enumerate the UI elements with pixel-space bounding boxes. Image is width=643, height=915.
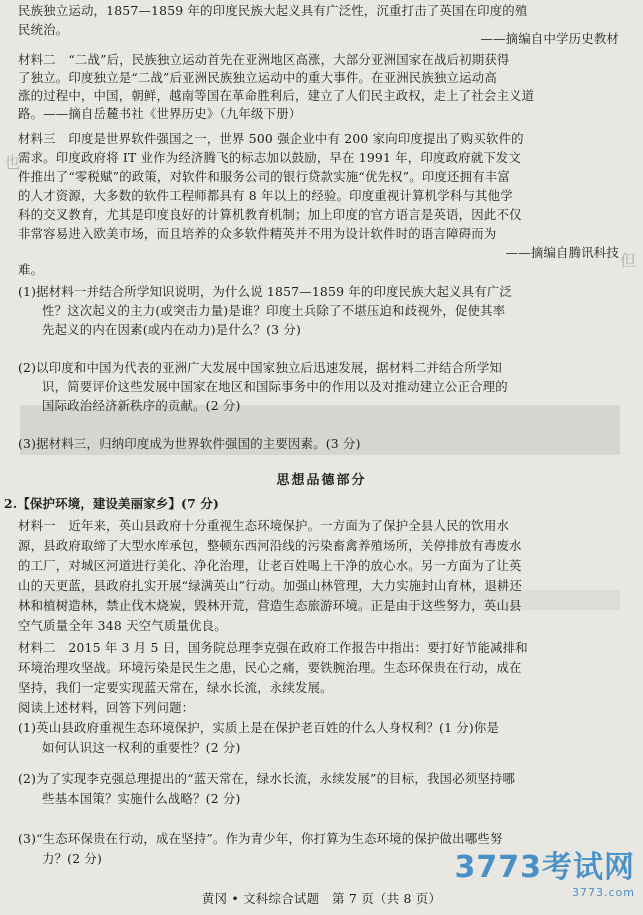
- text-line: 源，县政府取缔了大型水库承包，整顿东西河沿线的污染畜禽养殖场所，关停排放有毒废水: [18, 538, 522, 553]
- text-line: 件推出了“零税赋”的政策，对软件和服务公司的银行贷款实施“优先权”。印度还拥有丰富: [18, 169, 510, 184]
- question-1: (1)据材料一并结合所学知识说明，为什么说 1857—1859 年的印度民族大起义具有广泛: [18, 284, 512, 299]
- watermark-url: 3773.com: [572, 886, 635, 899]
- section-title: 思想品德部分: [276, 473, 367, 488]
- question-2: (2)为了实现李克强总理提出的“蓝天常在，绿水长流，永续发展”的目标，我国必须坚持哪: [18, 771, 516, 786]
- watermark-logo: 3773考试网: [454, 850, 635, 885]
- question-3: (3)“生态环保贵在行动，成在坚持”。作为青少年，你打算为生态环境的保护做出哪些努: [18, 831, 503, 846]
- text-line: 空气质量全年 348 天空气质量优良。: [18, 618, 227, 633]
- margin-mark: 也: [4, 153, 21, 172]
- text-line: 性？这次起义的主力(或突击力量)是谁？印度土兵除了不堪压迫和歧视外，促使其率: [42, 303, 506, 318]
- material-two: 材料二 “二战”后，民族独立运动首先在亚洲地区高涨，大部分亚洲国家在战后初期获得: [18, 52, 510, 67]
- text-line: 坚持，我们一定要实现蓝天常在，绿水长流，永续发展。: [18, 680, 333, 695]
- question-1: (1)英山县政府重视生态环境保护，实质上是在保护老百姓的什么人身权利？(1 分)你是: [18, 720, 500, 735]
- material-two: 材料二 2015 年 3 月 5 日，国务院总理李克强在政府工作报告中指出：要打好节能减排和: [18, 640, 528, 655]
- text-line: 需求。印度政府将 IT 业作为经济腾飞的标志加以鼓励，早在 1991 年，印度政府就下发文: [18, 150, 522, 165]
- text-line: 如何认识这一权利的重要性？(2 分): [42, 740, 241, 755]
- instruction: 阅读上述材料，回答下列问题：: [18, 700, 195, 715]
- text-line: 非常容易进入欧美市场，而且培养的众多软件精英并不用为设计软件时的语言障碍而为: [18, 226, 497, 241]
- text-line: 的人才资源，大多数的软件工程师都具有 8 年以上的经验。印度重视计算机学科与其他学: [18, 188, 513, 203]
- text-line: 的工厂，对城区河道进行美化、净化治理，让老百姓喝上干净的放心水。另一方面为了让英: [18, 558, 522, 573]
- question-2: (2)以印度和中国为代表的亚洲广大发展中国家独立后迅速发展，据材料二并结合所学知: [18, 360, 503, 375]
- text-line: 国际政治经济新秩序的贡献。(2 分): [42, 398, 241, 413]
- source-citation: ——摘编自中学历史教材: [480, 31, 619, 46]
- material-one: 材料一 近年来，英山县政府十分重视生态环境保护。一方面为了保护全县人民的饮用水: [18, 518, 510, 533]
- text-line: 路。——摘自岳麓书社《世界历史》（九年级下册）: [18, 106, 302, 121]
- text-line: 民统治。: [18, 22, 69, 37]
- question-3: (3)据材料三，归纳印度成为世界软件强国的主要因素。(3 分): [18, 436, 361, 451]
- question-title: 2.【保护环境，建设美丽家乡】(7 分): [4, 496, 220, 511]
- text-line: 难。: [18, 262, 44, 277]
- material-three: 材料三 印度是世界软件强国之一，世界 500 强企业中有 200 家向印度提出了购买软件的: [18, 131, 524, 146]
- text-line: 科的交叉教育，尤其是印度良好的计算机教育机制；加上印度的官方语言是英语，因此不仅: [18, 207, 522, 222]
- text-line: 先起义的内在因素(或内在动力)是什么？(3 分): [42, 322, 301, 337]
- text-line: 林和植树造林，禁止伐木烧炭，毁林开荒，营造生态旅游环境。正是由于这些努力，英山县: [18, 598, 522, 613]
- text-line: 涨的过程中，中国，朝鲜，越南等国在革命胜利后，建立了人们民主政权，走上了社会主义道: [18, 88, 535, 103]
- margin-mark: 但: [620, 251, 637, 270]
- site-watermark: [455, 842, 636, 899]
- text-line: 识，简要评价这些发展中国家在地区和国际事务中的作用以及对推动建立公正合理的: [42, 379, 508, 394]
- text-line: 力？(2 分): [42, 851, 103, 866]
- text-line: 山的天更蓝，县政府扎实开展“绿满英山”行动。加强山林管理，大力实施封山育林，退耕还: [18, 578, 523, 593]
- text-line: 了独立。印度独立是“二战”后亚洲民族独立运动中的重大事件。在亚洲民族独立运动高: [18, 70, 497, 85]
- page-footer: 黄冈 • 文科综合试题 第 7 页（共 8 页）: [201, 891, 442, 906]
- source-citation: ——摘编自腾讯科技: [505, 245, 619, 260]
- text-line: 环境治理攻坚战。环境污染是民生之患，民心之痛，要铁腕治理。生态环保贵在行动，成在: [18, 660, 522, 675]
- text-line: 民族独立运动，1857—1859 年的印度民族大起义具有广泛性，沉重打击了英国在印度的殖: [18, 3, 528, 18]
- text-line: 些基本国策？实施什么战略？(2 分): [42, 791, 241, 806]
